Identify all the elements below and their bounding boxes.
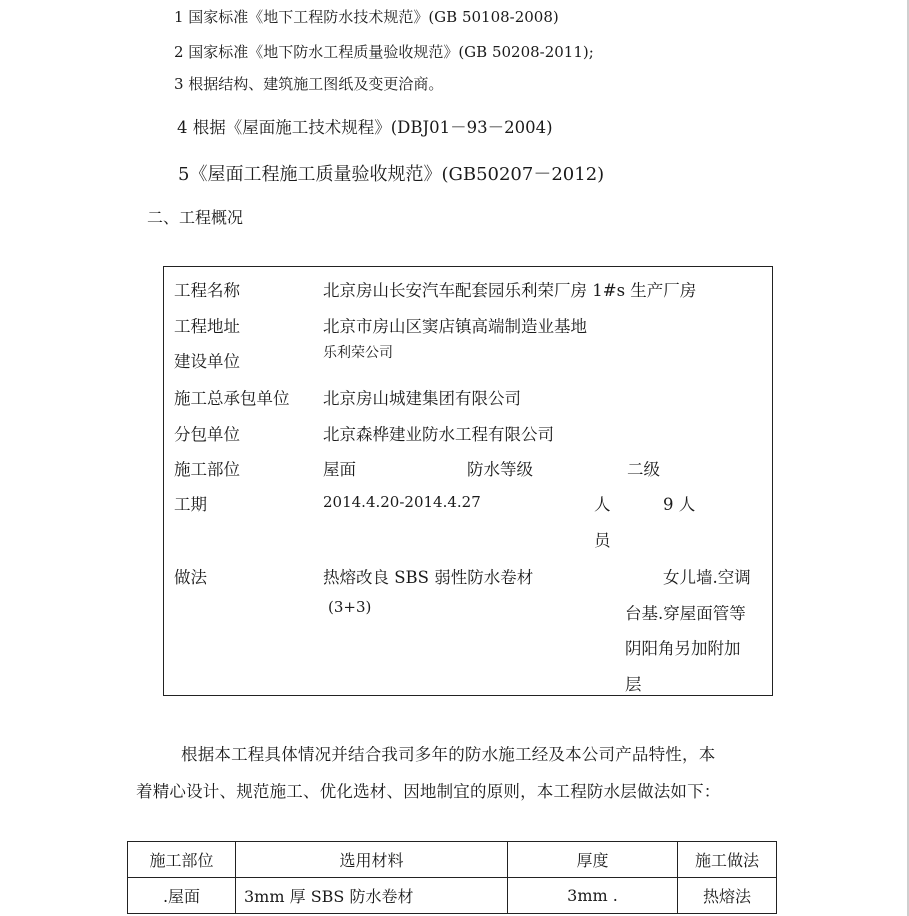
waterproof-grade-value: 二级 xyxy=(627,460,660,479)
header-construction-method: 施工做法 xyxy=(678,842,777,878)
general-contractor-value: 北京房山城建集团有限公司 xyxy=(323,389,521,408)
reference-4: 4 根据《屋面施工技术规程》(DBJ01－93－2004) xyxy=(177,118,553,137)
general-contractor-label: 施工总承包单位 xyxy=(174,389,290,408)
owner-value: 乐利荣公司 xyxy=(323,345,393,361)
header-construction-part: 施工部位 xyxy=(128,842,236,878)
body-paragraph-line-1: 根据本工程具体情况并结合我司多年的防水施工经及本公司产品特性，本 xyxy=(181,745,716,764)
note-line-3: 阴阳角另加附加 xyxy=(625,639,741,658)
reference-2: 2 国家标准《地下防水工程质量验收规范》(GB 50208-2011); xyxy=(174,43,594,61)
note-line-1: 女儿墙.空调 xyxy=(663,568,751,587)
row-construction-part: .屋面 xyxy=(128,878,236,914)
header-thickness: 厚度 xyxy=(508,842,678,878)
row-material: 3mm 厚 SBS 防水卷材 xyxy=(236,878,508,914)
section-title: 二、工程概况 xyxy=(147,208,244,227)
staff-label-top: 人 xyxy=(594,495,611,514)
material-table xyxy=(127,841,777,914)
period-label: 工期 xyxy=(174,495,207,514)
staff-count-value: 9 人 xyxy=(663,495,696,514)
header-material: 选用材料 xyxy=(236,842,508,878)
method-value: 热熔改良 SBS 弱性防水卷材 xyxy=(323,568,534,587)
row-thickness: 3mm . xyxy=(508,878,678,914)
note-line-2: 台基.穿屋面管等 xyxy=(625,604,746,623)
project-address-value: 北京市房山区窦店镇高端制造业基地 xyxy=(323,317,587,336)
project-address-label: 工程地址 xyxy=(174,317,240,336)
table-header-row xyxy=(128,842,777,878)
reference-3: 3 根据结构、建筑施工图纸及变更洽商。 xyxy=(174,75,444,93)
subcontractor-label: 分包单位 xyxy=(174,425,240,444)
subcontractor-value: 北京森桦建业防水工程有限公司 xyxy=(323,425,554,444)
staff-label-bottom: 员 xyxy=(594,531,611,550)
waterproof-grade-label: 防水等级 xyxy=(467,460,533,479)
reference-5: 5《屋面工程施工质量验收规范》(GB50207－2012) xyxy=(178,164,605,185)
reference-1: 1 国家标准《地下工程防水技术规范》(GB 50108-2008) xyxy=(174,8,559,26)
body-paragraph-line-2: 着精心设计、规范施工、优化选材、因地制宜的原则，本工程防水层做法如下： xyxy=(136,782,721,801)
row-construction-method: 热熔法 xyxy=(678,878,777,914)
construction-part-label: 施工部位 xyxy=(174,460,240,479)
method-layers: (3+3) xyxy=(328,598,372,616)
project-name-label: 工程名称 xyxy=(174,281,240,300)
note-line-4: 层 xyxy=(625,675,642,694)
method-label: 做法 xyxy=(174,568,207,587)
owner-label: 建设单位 xyxy=(174,352,240,371)
period-value: 2014.4.20-2014.4.27 xyxy=(323,493,481,511)
table-row xyxy=(128,878,777,914)
project-name-value: 北京房山长安汽车配套园乐利荣厂房 1#s 生产厂房 xyxy=(323,281,697,300)
construction-part-value: 屋面 xyxy=(323,460,356,479)
